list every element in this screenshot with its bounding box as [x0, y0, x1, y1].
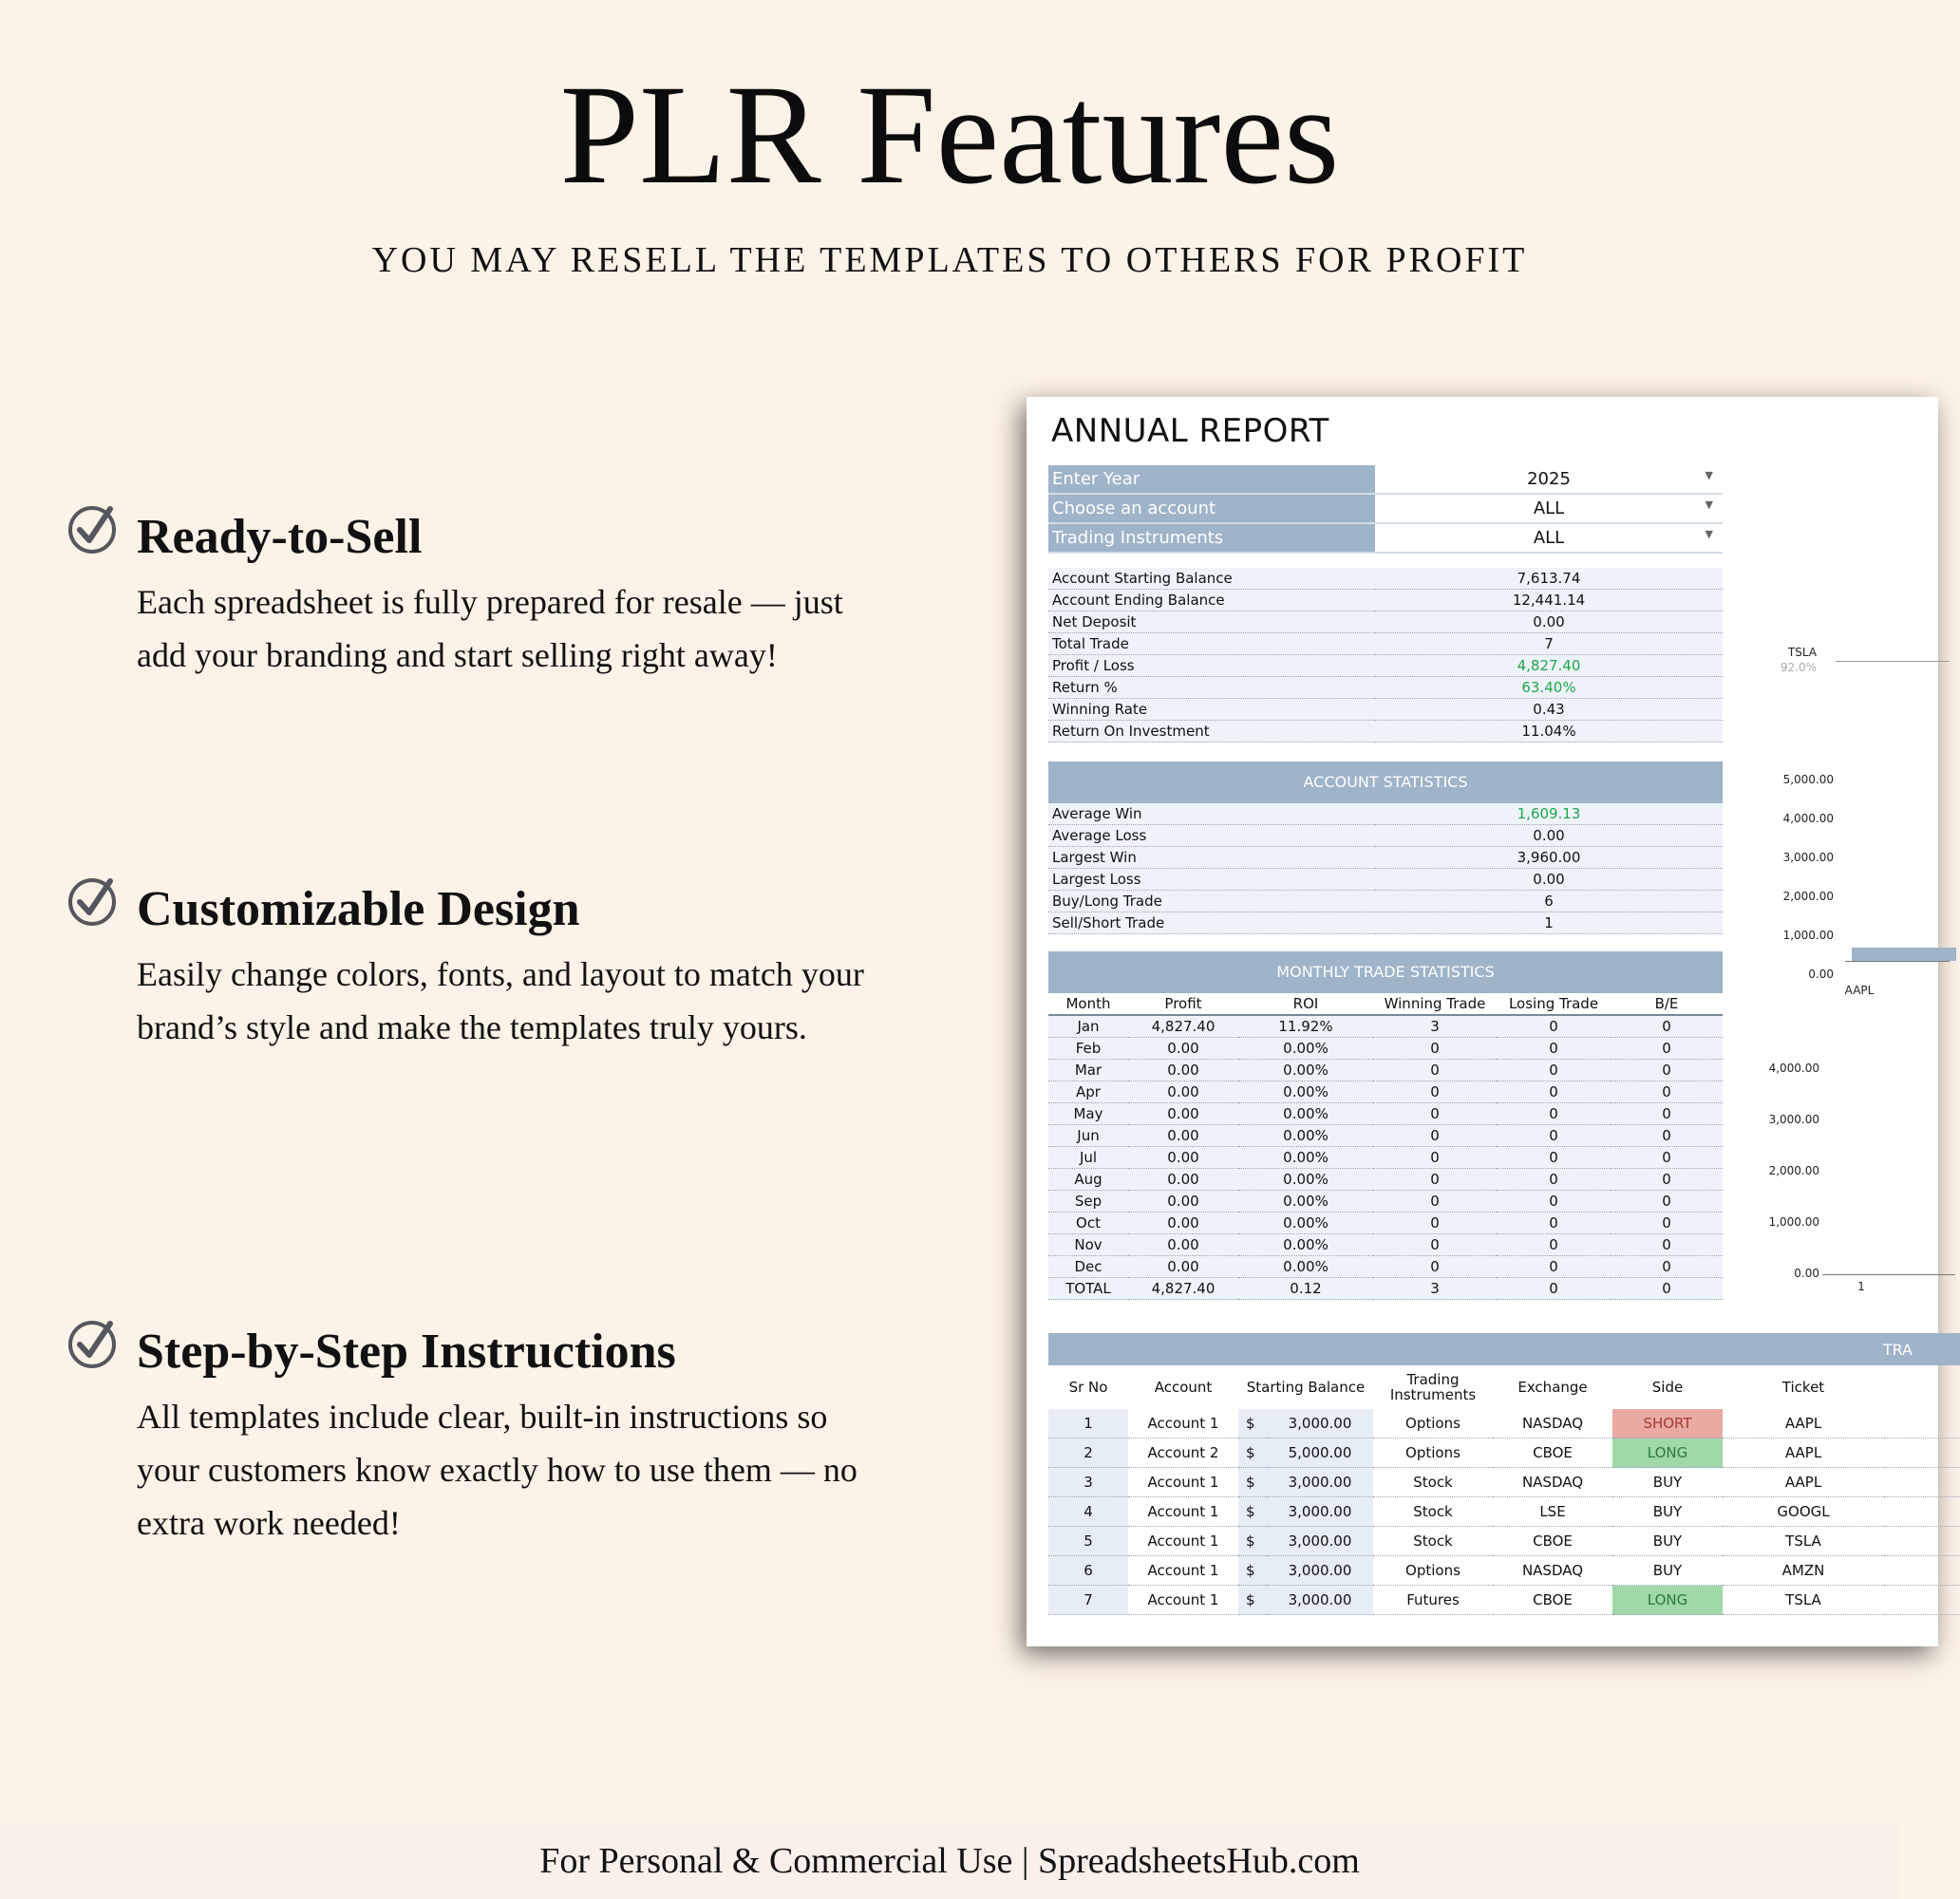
monthly-cell: 0	[1497, 1256, 1611, 1278]
trades-table	[1048, 1365, 1960, 1615]
summary-value: 11.04%	[1375, 721, 1723, 743]
monthly-cell: 0.00%	[1238, 1081, 1373, 1103]
monthly-cell: Feb	[1048, 1038, 1128, 1060]
monthly-cell: 0	[1497, 1278, 1611, 1300]
trade-cell-exch: CBOE	[1493, 1438, 1612, 1468]
monthly-cell: 0.00	[1128, 1038, 1238, 1060]
table-row	[1048, 1438, 1960, 1468]
trade-cell-tick: AAPL	[1723, 1409, 1884, 1438]
trades-header-bar	[1048, 1333, 1960, 1365]
monthly-cell: 0	[1373, 1038, 1497, 1060]
trades-title: TRA	[1882, 1341, 1913, 1359]
summary-label: Account Ending Balance	[1048, 590, 1375, 611]
summary-label: Profit / Loss	[1048, 655, 1375, 677]
monthly-cell: Jul	[1048, 1147, 1128, 1169]
monthly-cell: 0	[1611, 1256, 1723, 1278]
table-row	[1048, 1191, 1723, 1213]
monthly-cell: Apr	[1048, 1081, 1128, 1103]
table-row	[1048, 1586, 1960, 1615]
monthly-cell: 3	[1373, 1278, 1497, 1300]
summary-label: Winning Rate	[1048, 699, 1375, 721]
trade-cell-bal: 3,000.00	[1267, 1586, 1373, 1615]
line-tick-label: 1,000.00	[1768, 1215, 1819, 1229]
monthly-cell: 0	[1373, 1169, 1497, 1191]
monthly-cell: 0	[1611, 1038, 1723, 1060]
monthly-cell: 11.92%	[1238, 1015, 1373, 1038]
monthly-cell: 0	[1497, 1081, 1611, 1103]
bar-tick-label: 3,000.00	[1782, 851, 1834, 864]
account-statistics-header: ACCOUNT STATISTICS	[1048, 761, 1723, 803]
monthly-cell: Dec	[1048, 1256, 1128, 1278]
monthly-cell: 0	[1611, 1103, 1723, 1125]
monthly-cell: 0.00	[1128, 1147, 1238, 1169]
table-row	[1048, 1060, 1723, 1081]
monthly-cell: May	[1048, 1103, 1128, 1125]
trade-cell-cur: $	[1238, 1586, 1267, 1615]
checkmark-icon	[66, 874, 120, 927]
table-row	[1048, 1234, 1723, 1256]
line-axis	[1822, 1274, 1955, 1275]
monthly-cell: Oct	[1048, 1213, 1128, 1234]
monthly-cell: 0.00	[1128, 1103, 1238, 1125]
stat-label: Average Win	[1048, 803, 1375, 825]
trade-cell-account: Account 1	[1128, 1409, 1238, 1438]
trade-cell-side: BUY	[1612, 1468, 1723, 1497]
monthly-cell: 0.00%	[1238, 1234, 1373, 1256]
monthly-cell: 0.00	[1128, 1169, 1238, 1191]
feature-text: All templates include clear, built-in instructions so your customers know exactly how to use them — no extra work needed!	[137, 1398, 858, 1542]
stat-value: 0.00	[1375, 869, 1723, 891]
chevron-down-icon[interactable]: ▼	[1705, 498, 1713, 511]
table-row	[1048, 1256, 1723, 1278]
trade-cell-exch: NASDAQ	[1493, 1468, 1612, 1497]
monthly-cell: 0.00%	[1238, 1038, 1373, 1060]
trade-cell-tick: AAPL	[1723, 1438, 1884, 1468]
trade-cell-exch: NASDAQ	[1493, 1556, 1612, 1586]
summary-value: 0.43	[1375, 699, 1723, 721]
monthly-header: Month	[1048, 993, 1128, 1015]
monthly-cell: 0.00	[1128, 1191, 1238, 1213]
selector-label: Trading Instruments	[1048, 523, 1375, 553]
monthly-cell: 0	[1497, 1103, 1611, 1125]
summary-label: Account Starting Balance	[1048, 568, 1375, 590]
chevron-down-icon[interactable]: ▼	[1705, 528, 1713, 540]
monthly-header: B/E	[1611, 993, 1723, 1015]
chevron-down-icon[interactable]: ▼	[1705, 469, 1713, 481]
monthly-cell: Jun	[1048, 1125, 1128, 1147]
monthly-cell: 0	[1497, 1191, 1611, 1213]
page-subtitle: YOU MAY RESELL THE TEMPLATES TO OTHERS FOR PROFIT	[371, 240, 1528, 280]
trade-cell-inst: Stock	[1373, 1497, 1493, 1527]
stat-value: 1	[1375, 912, 1723, 934]
trade-header: Sr No	[1068, 1379, 1108, 1396]
line-tick-label: 2,000.00	[1768, 1164, 1819, 1177]
bar-tick-label: 2,000.00	[1782, 890, 1834, 903]
monthly-cell: 0	[1611, 1234, 1723, 1256]
summary-value: 7	[1375, 633, 1723, 655]
stat-value: 0.00	[1375, 825, 1723, 847]
monthly-cell: 0.12	[1238, 1278, 1373, 1300]
spreadsheet-preview	[1027, 397, 1938, 1646]
monthly-statistics-table	[1048, 993, 1723, 1300]
trade-cell-inst: Options	[1373, 1438, 1493, 1468]
table-row	[1048, 1213, 1723, 1234]
trade-cell-cur: $	[1238, 1556, 1267, 1586]
trade-cell-sr: 2	[1048, 1438, 1128, 1468]
trade-cell-bal: 3,000.00	[1267, 1556, 1373, 1586]
summary-label: Return %	[1048, 677, 1375, 699]
report-title: ANNUAL REPORT	[1051, 412, 1329, 450]
trade-cell-side: BUY	[1612, 1497, 1723, 1527]
trade-cell-tick: AAPL	[1723, 1468, 1884, 1497]
monthly-cell: 0.00%	[1238, 1169, 1373, 1191]
table-row	[1048, 1147, 1723, 1169]
line-tick-label: 4,000.00	[1768, 1062, 1819, 1075]
account-select[interactable]: ALL ▼	[1375, 494, 1723, 523]
stat-label: Average Loss	[1048, 825, 1375, 847]
monthly-cell: 0	[1497, 1060, 1611, 1081]
monthly-cell: 0	[1611, 1125, 1723, 1147]
stat-value: 6	[1375, 891, 1723, 912]
monthly-cell: Nov	[1048, 1234, 1128, 1256]
stat-label: Buy/Long Trade	[1048, 891, 1375, 912]
monthly-cell: 0	[1373, 1191, 1497, 1213]
selector-label: Choose an account	[1048, 494, 1375, 523]
trade-cell-exch: LSE	[1493, 1497, 1612, 1527]
trade-cell-cur: $	[1238, 1527, 1267, 1556]
table-row	[1048, 1556, 1960, 1586]
bar-tick-label: 5,000.00	[1782, 773, 1834, 786]
monthly-cell: 0	[1373, 1256, 1497, 1278]
trade-cell-cur: $	[1238, 1468, 1267, 1497]
trade-cell-side: BUY	[1612, 1527, 1723, 1556]
trade-cell-cur: $	[1238, 1409, 1267, 1438]
stat-label: Sell/Short Trade	[1048, 912, 1375, 934]
trade-cell-exch: CBOE	[1493, 1586, 1612, 1615]
trade-cell-inst: Stock	[1373, 1468, 1493, 1497]
monthly-cell: 0	[1373, 1125, 1497, 1147]
summary-value: 63.40%	[1375, 677, 1723, 699]
summary-value: 12,441.14	[1375, 590, 1723, 611]
table-row	[1048, 1278, 1723, 1300]
monthly-cell: 0.00	[1128, 1081, 1238, 1103]
trade-cell-tick: TSLA	[1723, 1586, 1884, 1615]
monthly-cell: 0	[1497, 1169, 1611, 1191]
monthly-cell: 0	[1373, 1213, 1497, 1234]
trade-cell-tick: GOOGL	[1723, 1497, 1884, 1527]
monthly-cell: Sep	[1048, 1191, 1128, 1213]
monthly-cell: 0	[1373, 1081, 1497, 1103]
monthly-cell: 0.00%	[1238, 1191, 1373, 1213]
monthly-cell: 0.00%	[1238, 1147, 1373, 1169]
trade-header: Account	[1154, 1379, 1213, 1396]
table-row	[1048, 1015, 1723, 1038]
trade-cell-side: SHORT	[1612, 1409, 1723, 1438]
pie-leader-line	[1836, 661, 1950, 662]
summary-label: Net Deposit	[1048, 611, 1375, 633]
monthly-cell: 0	[1497, 1125, 1611, 1147]
bar-tick-label: 4,000.00	[1782, 812, 1834, 825]
trade-cell-tick: TSLA	[1723, 1527, 1884, 1556]
feature-title: Ready-to-Sell	[137, 510, 423, 564]
summary-value: 7,613.74	[1375, 568, 1723, 590]
table-row	[1048, 1497, 1960, 1527]
account-statistics-table	[1048, 803, 1723, 934]
trade-cell-sr: 3	[1048, 1468, 1128, 1497]
trade-cell-side: LONG	[1612, 1438, 1723, 1468]
trade-header: Ticket	[1781, 1379, 1825, 1396]
monthly-cell: 0	[1611, 1060, 1723, 1081]
monthly-cell: 0	[1497, 1234, 1611, 1256]
page-title: PLR Features	[559, 56, 1340, 214]
table-row	[1048, 1527, 1960, 1556]
monthly-header: Profit	[1128, 993, 1238, 1015]
monthly-header: Losing Trade	[1497, 993, 1611, 1015]
monthly-cell: Aug	[1048, 1169, 1128, 1191]
trade-cell-account: Account 1	[1128, 1527, 1238, 1556]
summary-label: Return On Investment	[1048, 721, 1375, 743]
monthly-cell: 0.00%	[1238, 1256, 1373, 1278]
line-tick-label: 3,000.00	[1768, 1113, 1819, 1126]
trade-header: Side	[1651, 1379, 1684, 1396]
monthly-cell: 3	[1373, 1015, 1497, 1038]
bar-tick-label: 0.00	[1808, 968, 1834, 981]
instrument-select[interactable]: ALL ▼	[1375, 523, 1723, 553]
trade-cell-side: BUY	[1612, 1556, 1723, 1586]
trade-cell-bal: 3,000.00	[1267, 1468, 1373, 1497]
trade-cell-bal: 3,000.00	[1267, 1409, 1373, 1438]
table-row	[1048, 1125, 1723, 1147]
stat-label: Largest Win	[1048, 847, 1375, 869]
trade-cell-account: Account 1	[1128, 1497, 1238, 1527]
trade-cell-inst: Options	[1373, 1556, 1493, 1586]
trade-cell-cur: $	[1238, 1438, 1267, 1468]
monthly-cell: 4,827.40	[1128, 1278, 1238, 1300]
table-row	[1048, 1468, 1960, 1497]
trade-header: Starting Balance	[1246, 1379, 1366, 1396]
monthly-cell: 0.00	[1128, 1125, 1238, 1147]
monthly-cell: 0.00%	[1238, 1060, 1373, 1081]
checkmark-icon	[66, 501, 120, 555]
monthly-cell: 0	[1373, 1060, 1497, 1081]
bar-tick-label: 1,000.00	[1782, 929, 1834, 942]
monthly-cell: Mar	[1048, 1060, 1128, 1081]
monthly-cell: 0	[1497, 1147, 1611, 1169]
bar-aapl	[1852, 948, 1956, 961]
trade-cell-sr: 6	[1048, 1556, 1128, 1586]
trade-cell-bal: 3,000.00	[1267, 1527, 1373, 1556]
monthly-cell: 0	[1611, 1213, 1723, 1234]
line-category: 1	[1857, 1280, 1865, 1293]
bar-category: AAPL	[1844, 984, 1875, 997]
trade-cell-account: Account 2	[1128, 1438, 1238, 1468]
trade-cell-sr: 7	[1048, 1586, 1128, 1615]
trade-cell-side: LONG	[1612, 1586, 1723, 1615]
trade-cell-account: Account 1	[1128, 1586, 1238, 1615]
monthly-header: ROI	[1238, 993, 1373, 1015]
monthly-cell: 4,827.40	[1128, 1015, 1238, 1038]
monthly-cell: 0.00	[1128, 1234, 1238, 1256]
trade-header: Trading Instruments	[1389, 1371, 1477, 1403]
trade-cell-exch: CBOE	[1493, 1527, 1612, 1556]
trade-cell-bal: 3,000.00	[1267, 1497, 1373, 1527]
summary-value: 0.00	[1375, 611, 1723, 633]
stat-value: 1,609.13	[1375, 803, 1723, 825]
table-row	[1048, 1038, 1723, 1060]
trade-cell-sr: 4	[1048, 1497, 1128, 1527]
monthly-cell: 0	[1611, 1191, 1723, 1213]
monthly-cell: 0	[1611, 1081, 1723, 1103]
monthly-statistics-header: MONTHLY TRADE STATISTICS	[1048, 951, 1723, 993]
monthly-cell: 0	[1611, 1169, 1723, 1191]
trade-cell-account: Account 1	[1128, 1556, 1238, 1586]
feature-text: Easily change colors, fonts, and layout to match your brand’s style and make the templates truly yours.	[137, 955, 864, 1046]
monthly-cell: 0	[1611, 1015, 1723, 1038]
monthly-cell: 0.00	[1128, 1213, 1238, 1234]
monthly-cell: 0.00	[1128, 1256, 1238, 1278]
footer: For Personal & Commercial Use | SpreadsheetsHub.com	[0, 1823, 1899, 1899]
trade-header: Exchange	[1517, 1379, 1588, 1396]
monthly-cell: 0	[1373, 1234, 1497, 1256]
year-select[interactable]: 2025 ▼	[1375, 465, 1723, 494]
table-row	[1048, 1103, 1723, 1125]
feature-title: Customizable Design	[137, 882, 580, 936]
trade-cell-exch: NASDAQ	[1493, 1409, 1612, 1438]
bar-axis	[1845, 961, 1950, 962]
table-row	[1048, 1081, 1723, 1103]
monthly-cell: 0	[1497, 1213, 1611, 1234]
pie-label: TSLA	[1787, 646, 1817, 659]
trade-cell-tick: AMZN	[1723, 1556, 1884, 1586]
table-row	[1048, 1409, 1960, 1438]
trade-cell-sr: 1	[1048, 1409, 1128, 1438]
feature-text: Each spreadsheet is fully prepared for resale — just add your branding and start selling right away!	[137, 583, 843, 674]
stat-value: 3,960.00	[1375, 847, 1723, 869]
summary-value: 4,827.40	[1375, 655, 1723, 677]
monthly-cell: Jan	[1048, 1015, 1128, 1038]
monthly-cell: 0.00%	[1238, 1103, 1373, 1125]
stat-label: Largest Loss	[1048, 869, 1375, 891]
monthly-header: Winning Trade	[1373, 993, 1497, 1015]
trade-cell-inst: Options	[1373, 1409, 1493, 1438]
monthly-cell: 0	[1373, 1147, 1497, 1169]
selector-label: Enter Year	[1048, 465, 1375, 494]
monthly-cell: 0	[1611, 1147, 1723, 1169]
monthly-cell: TOTAL	[1048, 1278, 1128, 1300]
selector-table	[1048, 465, 1723, 554]
trade-cell-account: Account 1	[1128, 1468, 1238, 1497]
summary-table	[1048, 568, 1723, 743]
trade-cell-bal: 5,000.00	[1267, 1438, 1373, 1468]
trade-cell-sr: 5	[1048, 1527, 1128, 1556]
table-row	[1048, 1169, 1723, 1191]
checkmark-icon	[66, 1316, 120, 1369]
monthly-cell: 0	[1611, 1278, 1723, 1300]
monthly-cell: 0	[1373, 1103, 1497, 1125]
line-tick-label: 0.00	[1794, 1267, 1819, 1280]
feature-title: Step-by-Step Instructions	[137, 1325, 676, 1379]
monthly-cell: 0.00%	[1238, 1125, 1373, 1147]
pie-percent: 92.0%	[1780, 661, 1817, 674]
monthly-cell: 0	[1497, 1015, 1611, 1038]
monthly-cell: 0.00	[1128, 1060, 1238, 1081]
trade-cell-cur: $	[1238, 1497, 1267, 1527]
summary-label: Total Trade	[1048, 633, 1375, 655]
monthly-cell: 0	[1497, 1038, 1611, 1060]
trade-cell-inst: Futures	[1373, 1586, 1493, 1615]
monthly-cell: 0.00%	[1238, 1213, 1373, 1234]
trade-cell-inst: Stock	[1373, 1527, 1493, 1556]
